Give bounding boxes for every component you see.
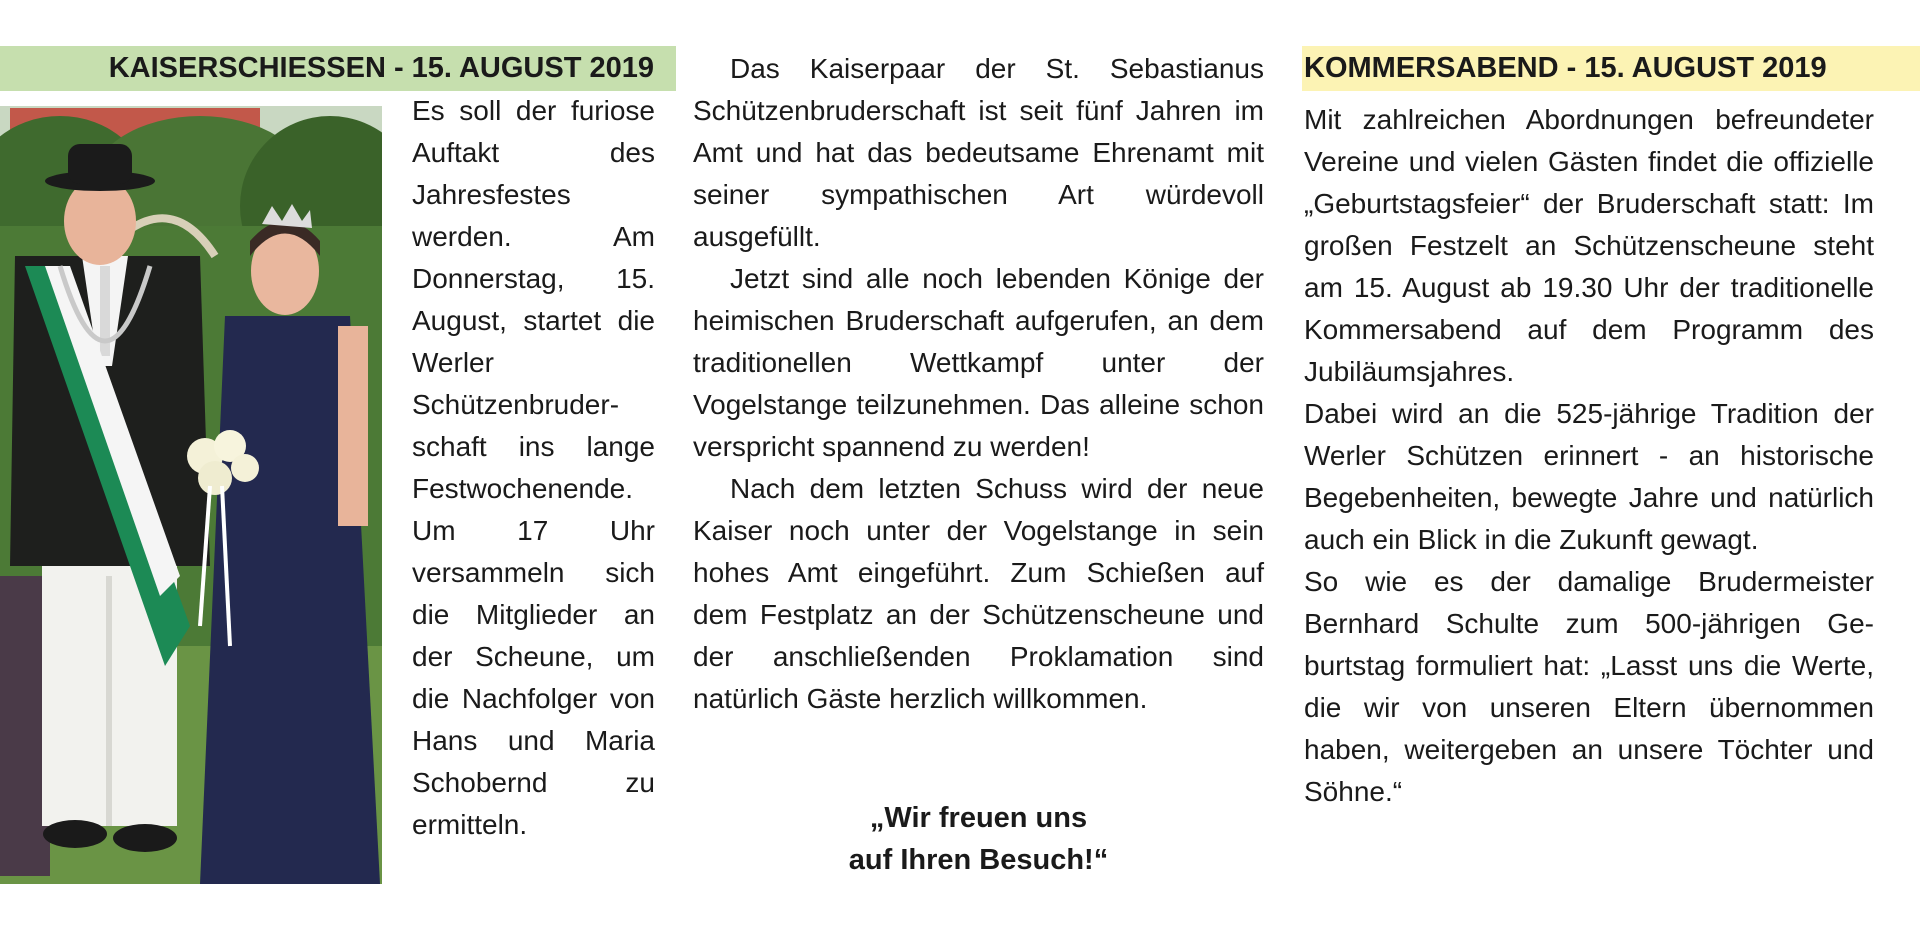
kaiserpaar-photo <box>0 106 382 884</box>
closing-line: auf Ihren Besuch!“ <box>848 844 1109 876</box>
kaiserschiessen-heading: KAISERSCHIESSEN - 15. AUGUST 2019 <box>0 46 676 91</box>
closing-invitation <box>693 797 1264 881</box>
middle-article <box>693 48 1264 720</box>
kaiserschiessen-body: Es soll der furiose Auftakt des Jahresfestes werden. Am Donnerstag, 15. August, startet die Werler Schützenbruderschaft ins lange Festwochenende. Um 17 Uhr versammeln sich die Mitglieder an der Scheune, um die Nachfolger von Hans und Maria Schobernd zu ermitteln. <box>412 95 655 840</box>
paragraph: Das Kaiserpaar der St. Sebastianus Schützenbruderschaft ist seit fünf Jahren im Amt und hat das bedeutsame Ehrenamt mit seiner sympathischen Art würdevoll ausgefüllt. <box>693 53 1264 252</box>
paragraph: Mit zahlreichen Abordnungen befreundeter Vereine und vielen Gästen findet die offizielle „Geburtstagsfeier“ der Bruderschaft statt: Im großen Festzelt an Schützenscheune steht am 15. August ab 19.30 Uhr der traditionelle Kommersabend auf dem Programm des Jubiläumsjahres. <box>1304 104 1874 387</box>
paragraph: Nach dem letzten Schuss wird der neue Kaiser noch unter der Vogelstange in sein hohes Amt eingeführt. Zum Schießen auf dem Festplatz an der Schützenscheune und der anschließenden Proklamation sind natürlich Gäste herzlich willkommen. <box>693 473 1264 714</box>
closing-line: „Wir freuen uns <box>869 802 1088 834</box>
kommersabend-heading: KOMMERSABEND - 15. AUGUST 2019 <box>1302 46 1920 91</box>
paragraph: Jetzt sind alle noch lebenden Könige der heimischen Bruderschaft aufgerufen, an dem traditionellen Wettkampf unter der Vogelstange teilzunehmen. Das alleine schon verspricht spannend zu werden! <box>693 263 1264 462</box>
kommersabend-article <box>1304 99 1874 813</box>
paragraph: Dabei wird an die 525-jährige Tradition der Werler Schützen erinnert - an historische Begebenheiten, bewegte Jahre und natürlich auch ein Blick in die Zukunft gewagt. <box>1304 398 1874 555</box>
paragraph: So wie es der damalige Brudermeister Bernhard Schulte zum 500-jährigen Geburtstag formuliert hat: „Lasst uns die Werte, die wir von unseren Eltern übernommen haben, weitergeben an unsere Töchter und Söhne.“ <box>1304 566 1874 807</box>
photo-illustration <box>0 106 382 884</box>
